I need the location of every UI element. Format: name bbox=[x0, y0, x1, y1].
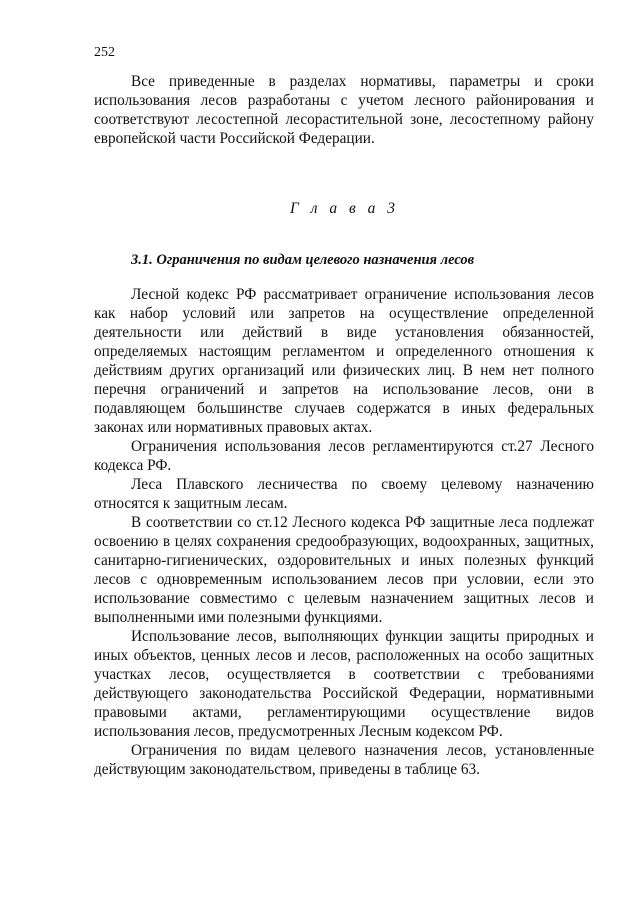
paragraph: Все приведенные в разделах нормативы, параметры и сроки использования лесов разработаны с учетом лесного районирования и соответствуют лесостепной лесорастительной зоне, лесостепному району европейской части Российской Федерации. bbox=[94, 73, 594, 147]
section-heading: 3.1. Ограничения по видам целевого назначения лесов bbox=[131, 252, 475, 268]
paragraph: Ограничения использования лесов регламентируются ст.27 Лесного кодекса РФ. bbox=[94, 438, 594, 474]
body-text bbox=[94, 285, 594, 779]
paragraph: Лесной кодекс РФ рассматривает ограничение использования лесов как набор условий или запретов на осуществление определенной деятельности или действий в виде установления обязанностей, определяемых настоящим регламентом и определенного отношения к действиям других организаций или физических лиц. В нем нет полного перечня ограничений и запретов на использование лесов, они в подавляющем большинстве случаев содержатся в иных федеральных законах или нормативных правовых актах. bbox=[94, 286, 594, 436]
paragraph: Леса Плавского лесничества по своему целевому назначению относятся к защитным лесам. bbox=[94, 476, 594, 512]
chapter-heading: Г л а в а 3 bbox=[290, 200, 398, 217]
paragraph: Использование лесов, выполняющих функции защиты природных и иных объектов, ценных лесов и лесов, расположенных на особо защитных участках лесов, осуществляется в соответствии с требованиями действующего законодательства Российской Федерации, нормативными правовыми актами, регламентирующими осуществление видов использования лесов, предусмотренных Лесным кодексом РФ. bbox=[94, 628, 594, 740]
page-number: 252 bbox=[94, 45, 115, 60]
paragraph: В соответствии со ст.12 Лесного кодекса РФ защитные леса подлежат освоению в целях сохранения средообразующих, водоохранных, защитных, санитарно-гигиенических, оздоровительных и иных полезных функций лесов с одновременным использованием лесов при условии, если это использование совместимо с целевым назначением защитных лесов и выполненными ими полезными функциями. bbox=[94, 514, 594, 626]
paragraph: Ограничения по видам целевого назначения лесов, установленные действующим законодательством, приведены в таблице 63. bbox=[94, 742, 594, 778]
intro-text bbox=[94, 72, 594, 148]
